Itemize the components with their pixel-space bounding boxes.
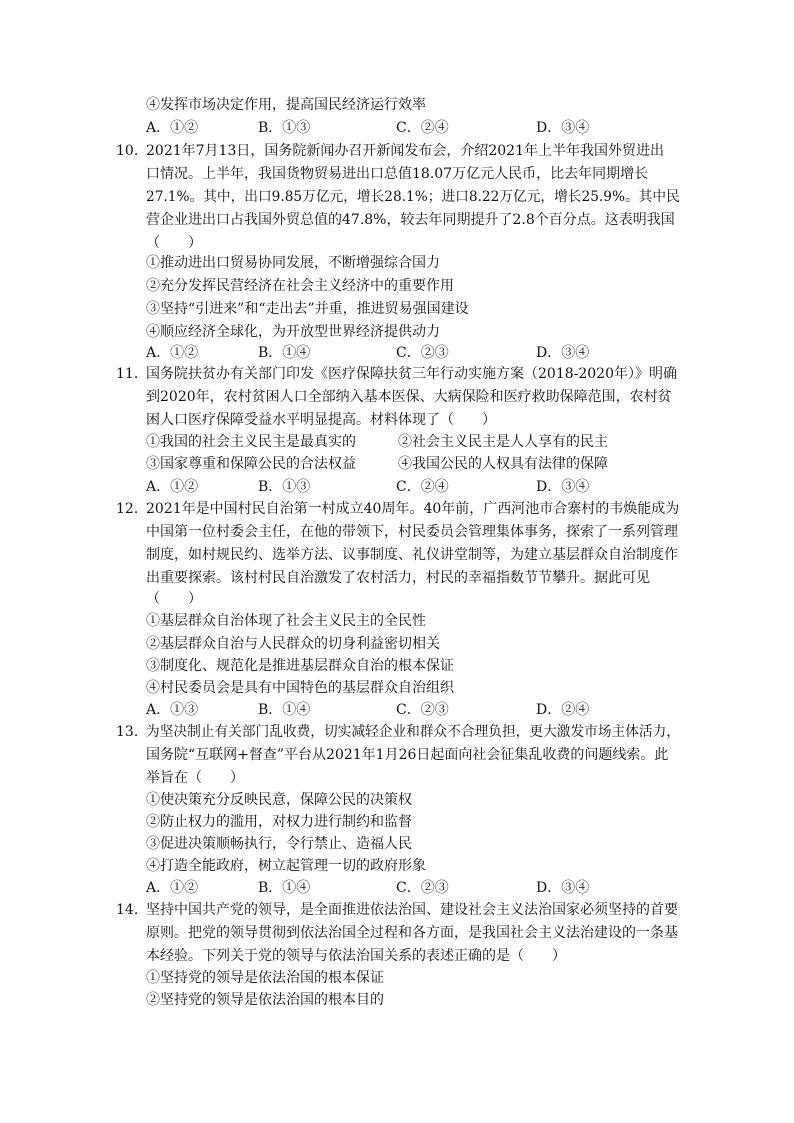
q14-number: 14． bbox=[116, 902, 148, 918]
q9-option-c[interactable]: C．②④ bbox=[396, 120, 449, 136]
q10-option-a[interactable]: A．①② bbox=[146, 345, 199, 361]
q14-choice-2: ②坚持党的领导是依法治国的根本目的 bbox=[146, 992, 384, 1008]
q10-stem-line: 27.1%。其中，出口9.85万亿元，增长28.1%；进口8.22万亿元，增长25.9%。其中民 bbox=[146, 189, 680, 205]
q12-option-d[interactable]: D．②④ bbox=[536, 702, 590, 718]
q12-option-a[interactable]: A．①③ bbox=[146, 702, 199, 718]
q11-option-b[interactable]: B．①③ bbox=[258, 479, 311, 495]
q13-option-a[interactable]: A．①② bbox=[146, 880, 199, 896]
q10-option-b[interactable]: B．①④ bbox=[258, 345, 311, 361]
q10-choice-3: ③坚持“引进来”和“走出去”并重，推进贸易强国建设 bbox=[146, 301, 469, 317]
q13-option-c[interactable]: C．②③ bbox=[396, 880, 449, 896]
q11-choice-4: ④我国公民的人权具有法律的保障 bbox=[398, 456, 608, 472]
q13-stem-line: 为坚决制止有关部门乱收费，切实减轻企业和群众不合理负担，更大激发市场主体活力， bbox=[146, 724, 680, 740]
q12-option-b[interactable]: B．①④ bbox=[258, 702, 311, 718]
q13-choice-4: ④打造全能政府，树立起管理一切的政府形象 bbox=[146, 858, 426, 874]
q10-choice-1: ①推动进出口贸易协同发展，不断增强综合国力 bbox=[146, 255, 440, 271]
q9-option-d[interactable]: D．③④ bbox=[536, 120, 590, 136]
q13-choice-3: ③促进决策顺畅执行，令行禁止、造福人民 bbox=[146, 836, 412, 852]
q13-option-d[interactable]: D．③④ bbox=[536, 880, 590, 896]
q10-choice-2: ②充分发挥民营经济在社会主义经济中的重要作用 bbox=[146, 278, 454, 294]
q13-number: 13． bbox=[116, 724, 148, 740]
q13-choice-1: ①使决策充分反映民意，保障公民的决策权 bbox=[146, 792, 412, 808]
q13-option-b[interactable]: B．①④ bbox=[258, 880, 311, 896]
q10-stem-line: 口情况。上半年，我国货物贸易进出口总值18.07万亿元人民币，比去年同期增长 bbox=[146, 166, 649, 182]
q12-stem-line: 中国第一位村委会主任，在他的带领下，村民委员会管理集体事务，探索了一系列管理 bbox=[146, 524, 678, 540]
q14-stem-line: 本经验。下列关于党的领导与依法治国关系的表述正确的是（ ） bbox=[146, 948, 566, 964]
q10-number: 10． bbox=[116, 143, 148, 159]
q12-choice-2: ②基层群众自治与人民群众的切身利益密切相关 bbox=[146, 636, 440, 652]
q11-choice-3: ③国家尊重和保障公民的合法权益 bbox=[146, 456, 356, 472]
q10-stem-line: 营企业进出口占我国外贸总值的47.8%，较去年同期提升了2.8个百分点。这表明我国 bbox=[146, 212, 675, 228]
q13-stem-line: 国务院“互联网+督查”平台从2021年1月26日起面向社会征集乱收费的问题线索。此 bbox=[146, 747, 669, 763]
q12-stem-line: 2021年是中国村民自治第一村成立40周年。40年前，广西河池市合寨村的韦焕能成为 bbox=[146, 501, 680, 517]
q12-stem-line: （ ） bbox=[146, 591, 202, 607]
q11-number: 11． bbox=[116, 366, 148, 382]
q14-stem-line: 坚持中国共产党的领导，是全面推进依法治国、建设社会主义法治国家必须坚持的首要 bbox=[146, 902, 678, 918]
q9-option-a[interactable]: A．①② bbox=[146, 120, 199, 136]
q10-option-d[interactable]: D．③④ bbox=[536, 345, 590, 361]
q9-option-b[interactable]: B．①③ bbox=[258, 120, 311, 136]
q13-stem-line: 举旨在（ ） bbox=[146, 770, 244, 786]
q11-stem-line: 国务院扶贫办有关部门印发《医疗保障扶贫三年行动实施方案（2018-2020年）》明确 bbox=[146, 366, 677, 382]
q12-option-c[interactable]: C．②③ bbox=[396, 702, 449, 718]
q11-option-a[interactable]: A．①② bbox=[146, 479, 199, 495]
q11-stem-line: 到2020年，农村贫困人口全部纳入基本医保、大病保险和医疗救助保障范围，农村贫 bbox=[146, 389, 672, 405]
q9-choice-4: ④发挥市场决定作用，提高国民经济运行效率 bbox=[146, 97, 426, 113]
q10-option-c[interactable]: C．②③ bbox=[396, 345, 449, 361]
q11-option-d[interactable]: D．③④ bbox=[536, 479, 590, 495]
q13-choice-2: ②防止权力的滥用，对权力进行制约和监督 bbox=[146, 814, 412, 830]
q12-stem-line: 出重要探索。该村村民自治激发了农村活力，村民的幸福指数节节攀升。据此可见 bbox=[146, 570, 650, 586]
q12-choice-4: ④村民委员会是具有中国特色的基层群众自治组织 bbox=[146, 680, 454, 696]
q12-choice-3: ③制度化、规范化是推进基层群众自治的根本保证 bbox=[146, 658, 454, 674]
q14-stem-line: 原则。把党的领导贯彻到依法治国全过程和各方面，是我国社会主义法治建设的一条基 bbox=[146, 925, 678, 941]
q11-choice-2: ②社会主义民主是人人享有的民主 bbox=[398, 434, 608, 450]
q11-option-c[interactable]: C．②④ bbox=[396, 479, 449, 495]
q10-stem-line: （ ） bbox=[146, 235, 202, 251]
q12-number: 12． bbox=[116, 501, 148, 517]
q12-stem-line: 制度，如村规民约、选举方法、议事制度、礼仪讲堂制等，为建立基层群众自治制度作 bbox=[146, 547, 678, 563]
q12-choice-1: ①基层群众自治体现了社会主义民主的全民性 bbox=[146, 613, 426, 629]
q10-stem-line: 2021年7月13日，国务院新闻办召开新闻发布会，介绍2021年上半年我国外贸进出 bbox=[146, 143, 664, 159]
q10-choice-4: ④顺应经济全球化，为开放型世界经济提供动力 bbox=[146, 324, 440, 340]
q11-choice-1: ①我国的社会主义民主是最真实的 bbox=[146, 434, 356, 450]
q11-stem-line: 困人口医疗保障受益水平明显提高。材料体现了（ ） bbox=[146, 412, 496, 428]
q14-choice-1: ①坚持党的领导是依法治国的根本保证 bbox=[146, 970, 384, 986]
